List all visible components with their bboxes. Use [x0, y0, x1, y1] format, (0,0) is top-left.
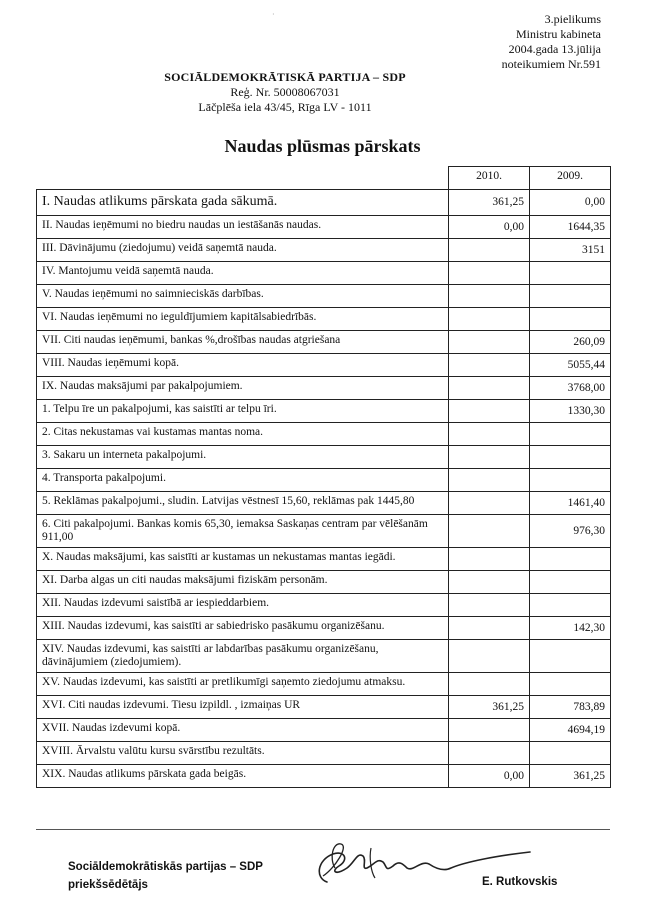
row-label: VI. Naudas ieņēmumi no ieguldījumiem kapitālsabiedrībās. [37, 308, 449, 331]
table-row [37, 617, 611, 640]
row-label: XIII. Naudas izdevumi, kas saistīti ar sabiedrisko pasākumu organizēšanu. [37, 617, 449, 640]
party-header [140, 70, 430, 115]
value-2009 [530, 469, 611, 492]
value-2010 [449, 548, 530, 571]
table-row [37, 216, 611, 239]
annex-line-2: Ministru kabineta [516, 27, 601, 41]
value-2010 [449, 469, 530, 492]
signer-name: E. Rutkovskis [482, 876, 558, 888]
value-2010 [449, 400, 530, 423]
party-address: Lāčplēša iela 43/45, Rīga LV - 1011 [198, 100, 372, 114]
table-row [37, 673, 611, 696]
table-row [37, 719, 611, 742]
table-row [37, 354, 611, 377]
table-row [37, 640, 611, 673]
value-2009 [530, 262, 611, 285]
value-2010 [449, 515, 530, 548]
value-2009 [530, 742, 611, 765]
header-year-2009: 2009. [530, 167, 611, 190]
table-row [37, 262, 611, 285]
table-row [37, 308, 611, 331]
value-2010 [449, 719, 530, 742]
table-row [37, 515, 611, 548]
table-row [37, 696, 611, 719]
table-row [37, 469, 611, 492]
value-2010 [449, 308, 530, 331]
row-label: XVII. Naudas izdevumi kopā. [37, 719, 449, 742]
row-label: 6. Citi pakalpojumi. Bankas komis 65,30, iemaksa Saskaņas centram par vēlēšanām 911,00 [37, 515, 449, 548]
value-2009 [530, 673, 611, 696]
row-label: XVI. Citi naudas izdevumi. Tiesu izpildl. , izmaiņas UR [37, 696, 449, 719]
table-row [37, 765, 611, 788]
value-2010 [449, 640, 530, 673]
table-row [37, 423, 611, 446]
page-title: Naudas plūsmas pārskats [224, 136, 421, 156]
scan-speck: · [272, 10, 275, 19]
value-2010 [449, 377, 530, 400]
party-reg-number: Reģ. Nr. 50008067031 [230, 85, 340, 99]
row-label: IX. Naudas maksājumi par pakalpojumiem. [37, 377, 449, 400]
value-2009: 3151 [530, 239, 611, 262]
value-2010: 0,00 [449, 216, 530, 239]
table-row [37, 377, 611, 400]
row-label: VIII. Naudas ieņēmumi kopā. [37, 354, 449, 377]
value-2009 [530, 571, 611, 594]
signatory-role [68, 858, 263, 894]
header-blank-cell [37, 167, 449, 190]
signatory-role-line-1: Sociāldemokrātiskās partijas – SDP [68, 861, 263, 873]
value-2010 [449, 239, 530, 262]
table-row [37, 446, 611, 469]
footer-divider [36, 829, 610, 830]
row-label: XV. Naudas izdevumi, kas saistīti ar pretlikumīgi saņemto ziedojumu atmaksu. [37, 673, 449, 696]
annex-line-3: 2004.gada 13.jūlija [508, 42, 601, 56]
value-2009: 142,30 [530, 617, 611, 640]
row-label: II. Naudas ieņēmumi no biedru naudas un iestāšanās naudas. [37, 216, 449, 239]
row-label: XI. Darba algas un citi naudas maksājumi fiziskām personām. [37, 571, 449, 594]
value-2009 [530, 446, 611, 469]
value-2009: 1461,40 [530, 492, 611, 515]
value-2010 [449, 423, 530, 446]
table-row [37, 594, 611, 617]
value-2010 [449, 354, 530, 377]
header-year-2010: 2010. [449, 167, 530, 190]
value-2009 [530, 640, 611, 673]
value-2009 [530, 308, 611, 331]
value-2009: 361,25 [530, 765, 611, 788]
value-2010 [449, 285, 530, 308]
table-header-row [37, 167, 611, 190]
value-2010 [449, 492, 530, 515]
value-2010 [449, 331, 530, 354]
row-label: V. Naudas ieņēmumi no saimnieciskās darbības. [37, 285, 449, 308]
table-row [37, 400, 611, 423]
value-2009: 4694,19 [530, 719, 611, 742]
value-2009: 1644,35 [530, 216, 611, 239]
row-label: XVIII. Ārvalstu valūtu kursu svārstību rezultāts. [37, 742, 449, 765]
table-row [37, 742, 611, 765]
value-2010 [449, 262, 530, 285]
row-label: III. Dāvinājumu (ziedojumu) veidā saņemtā nauda. [37, 239, 449, 262]
value-2009: 976,30 [530, 515, 611, 548]
row-label: 4. Transporta pakalpojumi. [37, 469, 449, 492]
value-2009: 260,09 [530, 331, 611, 354]
value-2009: 1330,30 [530, 400, 611, 423]
value-2010: 0,00 [449, 765, 530, 788]
row-label: 3. Sakaru un interneta pakalpojumi. [37, 446, 449, 469]
value-2009: 0,00 [530, 190, 611, 216]
annex-note [502, 12, 601, 72]
row-label: XIX. Naudas atlikums pārskata gada beigās. [37, 765, 449, 788]
row-label: IV. Mantojumu veidā saņemtā nauda. [37, 262, 449, 285]
row-label: XIV. Naudas izdevumi, kas saistīti ar labdarības pasākumu organizēšanu, dāvinājumiem (ziedojumiem). [37, 640, 449, 673]
table-row [37, 492, 611, 515]
value-2009 [530, 594, 611, 617]
row-label: X. Naudas maksājumi, kas saistīti ar kustamas un nekustamas mantas iegādi. [37, 548, 449, 571]
row-label: 5. Reklāmas pakalpojumi., sludin. Latvijas vēstnesī 15,60, reklāmas pak 1445,80 [37, 492, 449, 515]
row-label: XII. Naudas izdevumi saistībā ar iespieddarbiem. [37, 594, 449, 617]
table-row [37, 571, 611, 594]
row-label: 2. Citas nekustamas vai kustamas mantas noma. [37, 423, 449, 446]
value-2010 [449, 742, 530, 765]
table-row [37, 331, 611, 354]
value-2010 [449, 617, 530, 640]
table-row [37, 285, 611, 308]
row-label: VII. Citi naudas ieņēmumi, bankas %,drošības naudas atgriešana [37, 331, 449, 354]
value-2009 [530, 548, 611, 571]
annex-line-4: noteikumiem Nr.591 [501, 57, 601, 71]
value-2010 [449, 446, 530, 469]
table-row [37, 190, 611, 216]
value-2009: 783,89 [530, 696, 611, 719]
value-2009: 3768,00 [530, 377, 611, 400]
value-2009: 5055,44 [530, 354, 611, 377]
value-2009 [530, 285, 611, 308]
table-row [37, 239, 611, 262]
value-2010: 361,25 [449, 190, 530, 216]
value-2010: 361,25 [449, 696, 530, 719]
row-label: I. Naudas atlikums pārskata gada sākumā. [37, 190, 449, 216]
value-2009 [530, 423, 611, 446]
value-2010 [449, 594, 530, 617]
annex-line-1: 3.pielikums [544, 12, 601, 26]
value-2010 [449, 571, 530, 594]
table-row [37, 548, 611, 571]
cash-flow-table [36, 166, 611, 788]
row-label: 1. Telpu īre un pakalpojumi, kas saistīti ar telpu īri. [37, 400, 449, 423]
value-2010 [449, 673, 530, 696]
signatory-role-line-2: priekšsēdētājs [68, 879, 148, 891]
party-name: SOCIĀLDEMOKRĀTISKĀ PARTIJA – SDP [164, 70, 406, 84]
